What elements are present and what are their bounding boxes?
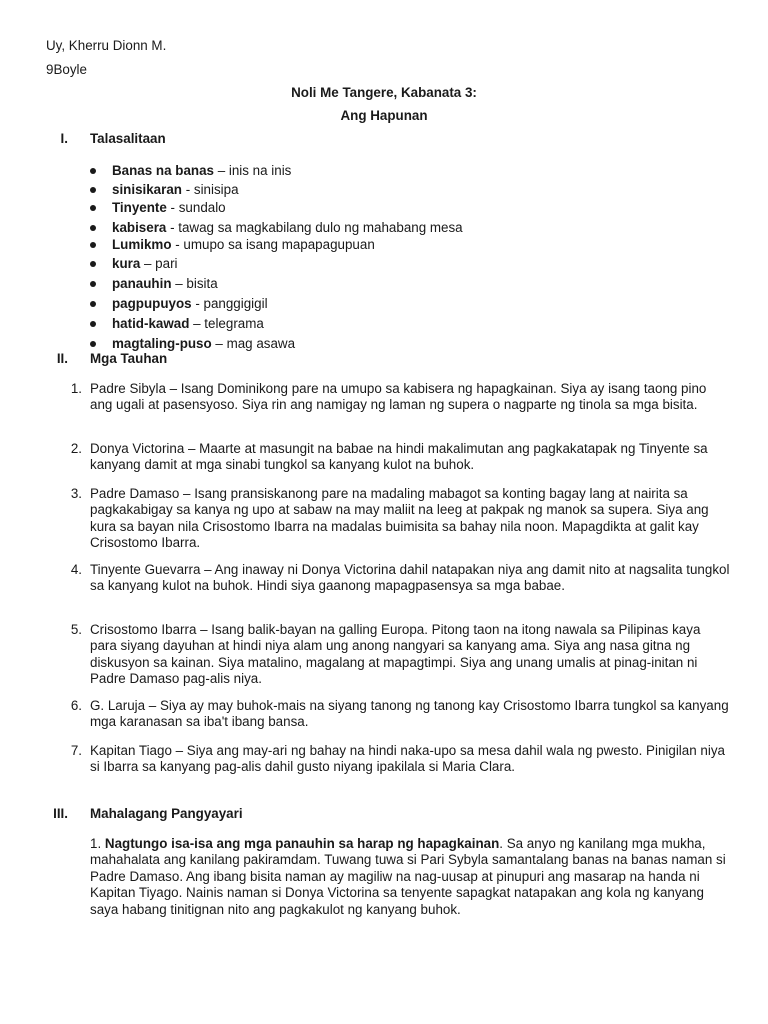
bullet-icon [90,187,96,193]
character-description: Crisostomo Ibarra – Isang balik-bayan na galling Europa. Pitong taon na itong nawala sa Pilipinas kaya para siyang dayuhan at hindi niya alam ung anong nangyari sa kanyang ama. Siya ang nasa gitna ng diskusyon sa kainan. Siya matalino, magalang at mapagtimpi. Siya ang unang umalis at pinag-initan ni Padre Damaso pag-alis niya. [90,622,701,687]
bullet-icon [90,205,96,211]
list-number: 3. [70,486,82,501]
vocab-definition: – pari [140,256,178,271]
section-title-pangyayari: Mahalagang Pangyayari [90,806,243,821]
section-title-talasalitaan: Talasalitaan [90,131,166,146]
student-name: Uy, Kherru Dionn M. [46,38,167,53]
document-subtitle: Ang Hapunan [340,108,428,123]
vocab-term: Lumikmo [112,237,172,252]
vocab-term: pagpupuyos [112,296,192,311]
event-text: . Sa anyo ng kanilang mga mukha, mahahalata ang kanilang pakiramdam. Tuwang tuwa si Pari Sybyla samantalang banas na banas naman si Padre Damaso. Ang ibang bisita naman ay magiliw na nag-uusap at pinupuri ang masarap na handa ni Kapitan Tiyago. Nainis naman si Donya Victorina sa tenyente sapagkat natapakan ang kola ng kanyang saya habang tinitignan nito ang pagkakulot ng kanyang buhok. [90,836,726,917]
vocab-item [112,237,375,253]
vocab-term: Tinyente [112,200,167,215]
vocab-definition: – telegrama [189,316,264,331]
list-number: 6. [70,698,82,713]
section-number-talasalitaan: I. [60,131,68,146]
bullet-icon [90,281,96,287]
vocab-item [112,296,268,312]
bullet-icon [90,242,96,248]
vocab-item [112,316,264,332]
character-description: Padre Sibyla – Isang Dominikong pare na umupo sa kabisera ng hapagkainan. Siya ay isang taong pino ang ugali at pasensyoso. Siya rin ang namigay ng laman ng supera o nagparte ng tinola sa mga bisita. [90,381,707,413]
section-title-tauhan: Mga Tauhan [90,351,168,366]
vocab-definition: - tawag sa magkabilang dulo ng mahabang mesa [166,220,463,235]
section-number-pangyayari: III. [53,806,68,821]
vocab-item [112,163,291,179]
vocab-term: sinisikaran [112,182,182,197]
vocab-definition: – mag asawa [211,336,296,351]
vocab-item [112,276,218,292]
bullet-icon [90,341,96,347]
list-number: 2. [70,441,82,456]
bullet-icon [90,261,96,267]
vocab-item [112,336,295,352]
vocab-item [112,256,178,272]
vocab-term: kabisera [112,220,167,235]
event-lead: Nagtungo isa-isa ang mga panauhin sa harap ng hapagkainan [104,836,500,851]
vocab-term: panauhin [112,276,172,291]
character-description: Padre Damaso – Isang pransiskanong pare na madaling mabagot sa konting bagay lang at nairita sa pagkakabigay sa kanya ng upo at sabaw na may maliit na leeg at pakpak ng manok sa supera. Siya ang kura sa bayan nila Crisostomo Ibarra na madalas buimisita sa bahay nila noon. Mapagdikta at galit kay Crisostomo Ibarra. [90,486,709,551]
list-number: 7. [70,743,82,758]
vocab-definition: - umupo sa isang mapapagupuan [171,237,375,252]
character-description: Donya Victorina – Maarte at masungit na babae na hindi makalimutan ang pagkakatapak ng Tinyente sa kanyang damit at mga sinabi tungkol sa kanyang kulot na buhok. [90,441,708,473]
vocab-definition: – bisita [171,276,218,291]
vocab-definition: – inis na inis [213,163,292,178]
list-number: 1. [90,836,102,851]
bullet-icon [90,168,96,174]
vocab-term: Banas na banas [112,163,214,178]
vocab-term: magtaling-puso [112,336,212,351]
character-description: G. Laruja – Siya ay may buhok-mais na siyang tanong ng tanong kay Crisostomo Ibarra tungkol sa kanyang mga karanasan sa iba't ibang bansa. [90,698,729,730]
vocab-term: kura [112,256,141,271]
list-number: 4. [70,562,82,577]
vocab-definition: - sundalo [166,200,226,215]
bullet-icon [90,301,96,307]
vocab-item [112,220,463,236]
vocab-item [112,200,226,216]
vocab-definition: - panggigigil [191,296,268,311]
document-title: Noli Me Tangere, Kabanata 3: [291,85,477,100]
vocab-definition: - sinisipa [181,182,239,197]
list-number: 5. [70,622,82,637]
bullet-icon [90,321,96,327]
event-paragraph [90,836,726,918]
list-number: 1. [70,381,82,396]
vocab-item [112,182,239,198]
character-description: Tinyente Guevarra – Ang inaway ni Donya Victorina dahil natapakan niya ang damit nito at nagsalita tungkol sa kanyang kulot na buhok. Hindi siya gaanong mapagpasensya sa mga babae. [90,562,730,594]
student-section: 9Boyle [46,62,87,77]
bullet-icon [90,225,96,231]
vocab-term: hatid-kawad [112,316,190,331]
section-number-tauhan: II. [56,351,68,366]
character-description: Kapitan Tiago – Siya ang may-ari ng bahay na hindi naka-upo sa mesa dahil wala ng pwesto. Pinigilan niya si Ibarra sa kanyang pag-alis dahil gusto niyang ipakilala si Maria Clara. [90,743,725,775]
